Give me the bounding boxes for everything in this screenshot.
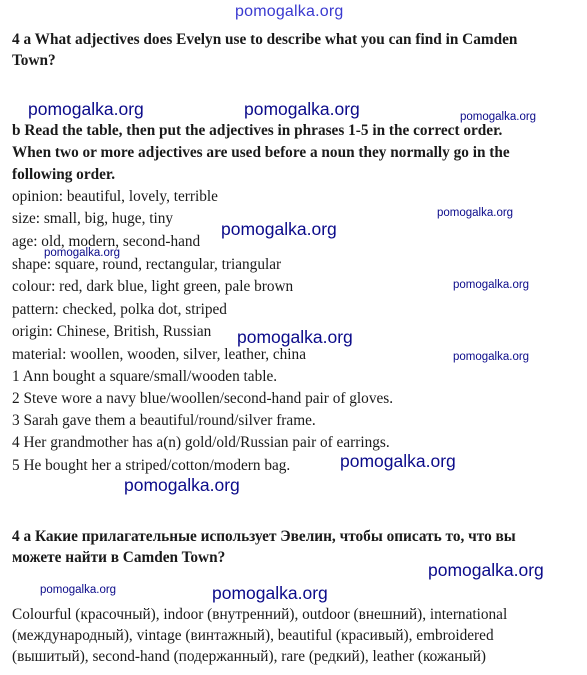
category-pattern: pattern: checked, polka dot, striped [12, 301, 227, 318]
category-opinion: opinion: beautiful, lovely, terrible [12, 188, 218, 205]
category-colour: colour: red, dark blue, light green, pale brown [12, 278, 294, 295]
question-4b-line-3: following order. [12, 166, 116, 183]
ru-question-4a-line-2: можете найти в Camden Town? [12, 549, 226, 566]
category-size: size: small, big, huge, tiny [12, 210, 174, 227]
watermark: pomogalka.org [460, 111, 537, 123]
watermark: pomogalka.org [453, 351, 530, 363]
watermark: pomogalka.org [428, 560, 544, 580]
watermark: pomogalka.org [235, 3, 344, 20]
watermark: pomogalka.org [221, 219, 337, 239]
watermark: pomogalka.org [340, 451, 456, 471]
watermark: pomogalka.org [28, 99, 144, 119]
question-4b-line-1: b Read the table, then put the adjectives in phrases 1-5 in the correct order. [12, 122, 503, 139]
watermark: pomogalka.org [244, 99, 360, 119]
answer-line-1: Colourful (красочный), indoor (внутренний), outdoor (внешний), international [12, 606, 508, 623]
question-4a-line-1: 4 a What adjectives does Evelyn use to describe what you can find in Camden [12, 31, 518, 48]
sentence-1: 1 Ann bought a square/small/wooden table. [12, 368, 278, 385]
category-shape: shape: square, round, rectangular, triangular [12, 256, 282, 273]
sentence-5: 5 He bought her a striped/cotton/modern bag. [12, 457, 291, 474]
category-age: age: old, modern, second-hand [12, 233, 201, 250]
answer-line-3: (вышитый), second-hand (подержанный), rare (редкий), leather (кожаный) [12, 648, 487, 665]
watermark: pomogalka.org [40, 584, 117, 596]
sentence-2: 2 Steve wore a navy blue/woollen/second-hand pair of gloves. [12, 390, 394, 407]
ru-question-4a-line-1: 4 а Какие прилагательные использует Эвелин, чтобы описать то, что вы [12, 528, 516, 545]
watermark: pomogalka.org [44, 247, 121, 259]
question-4b-line-2: When two or more adjectives are used before a noun they normally go in the [12, 144, 510, 161]
watermark: pomogalka.org [212, 583, 328, 603]
sentence-4: 4 Her grandmother has a(n) gold/old/Russian pair of earrings. [12, 434, 390, 451]
question-4a-line-2: Town? [12, 52, 56, 69]
answer-line-2: (международный), vintage (винтажный), beautiful (красивый), embroidered [12, 627, 494, 644]
watermark: pomogalka.org [453, 279, 530, 291]
category-origin: origin: Chinese, British, Russian [12, 323, 212, 340]
sentence-3: 3 Sarah gave them a beautiful/round/silver frame. [12, 412, 316, 429]
watermark: pomogalka.org [237, 327, 353, 347]
watermark: pomogalka.org [124, 475, 240, 495]
category-material: material: woollen, wooden, silver, leather, china [12, 346, 306, 363]
watermark: pomogalka.org [437, 207, 514, 219]
